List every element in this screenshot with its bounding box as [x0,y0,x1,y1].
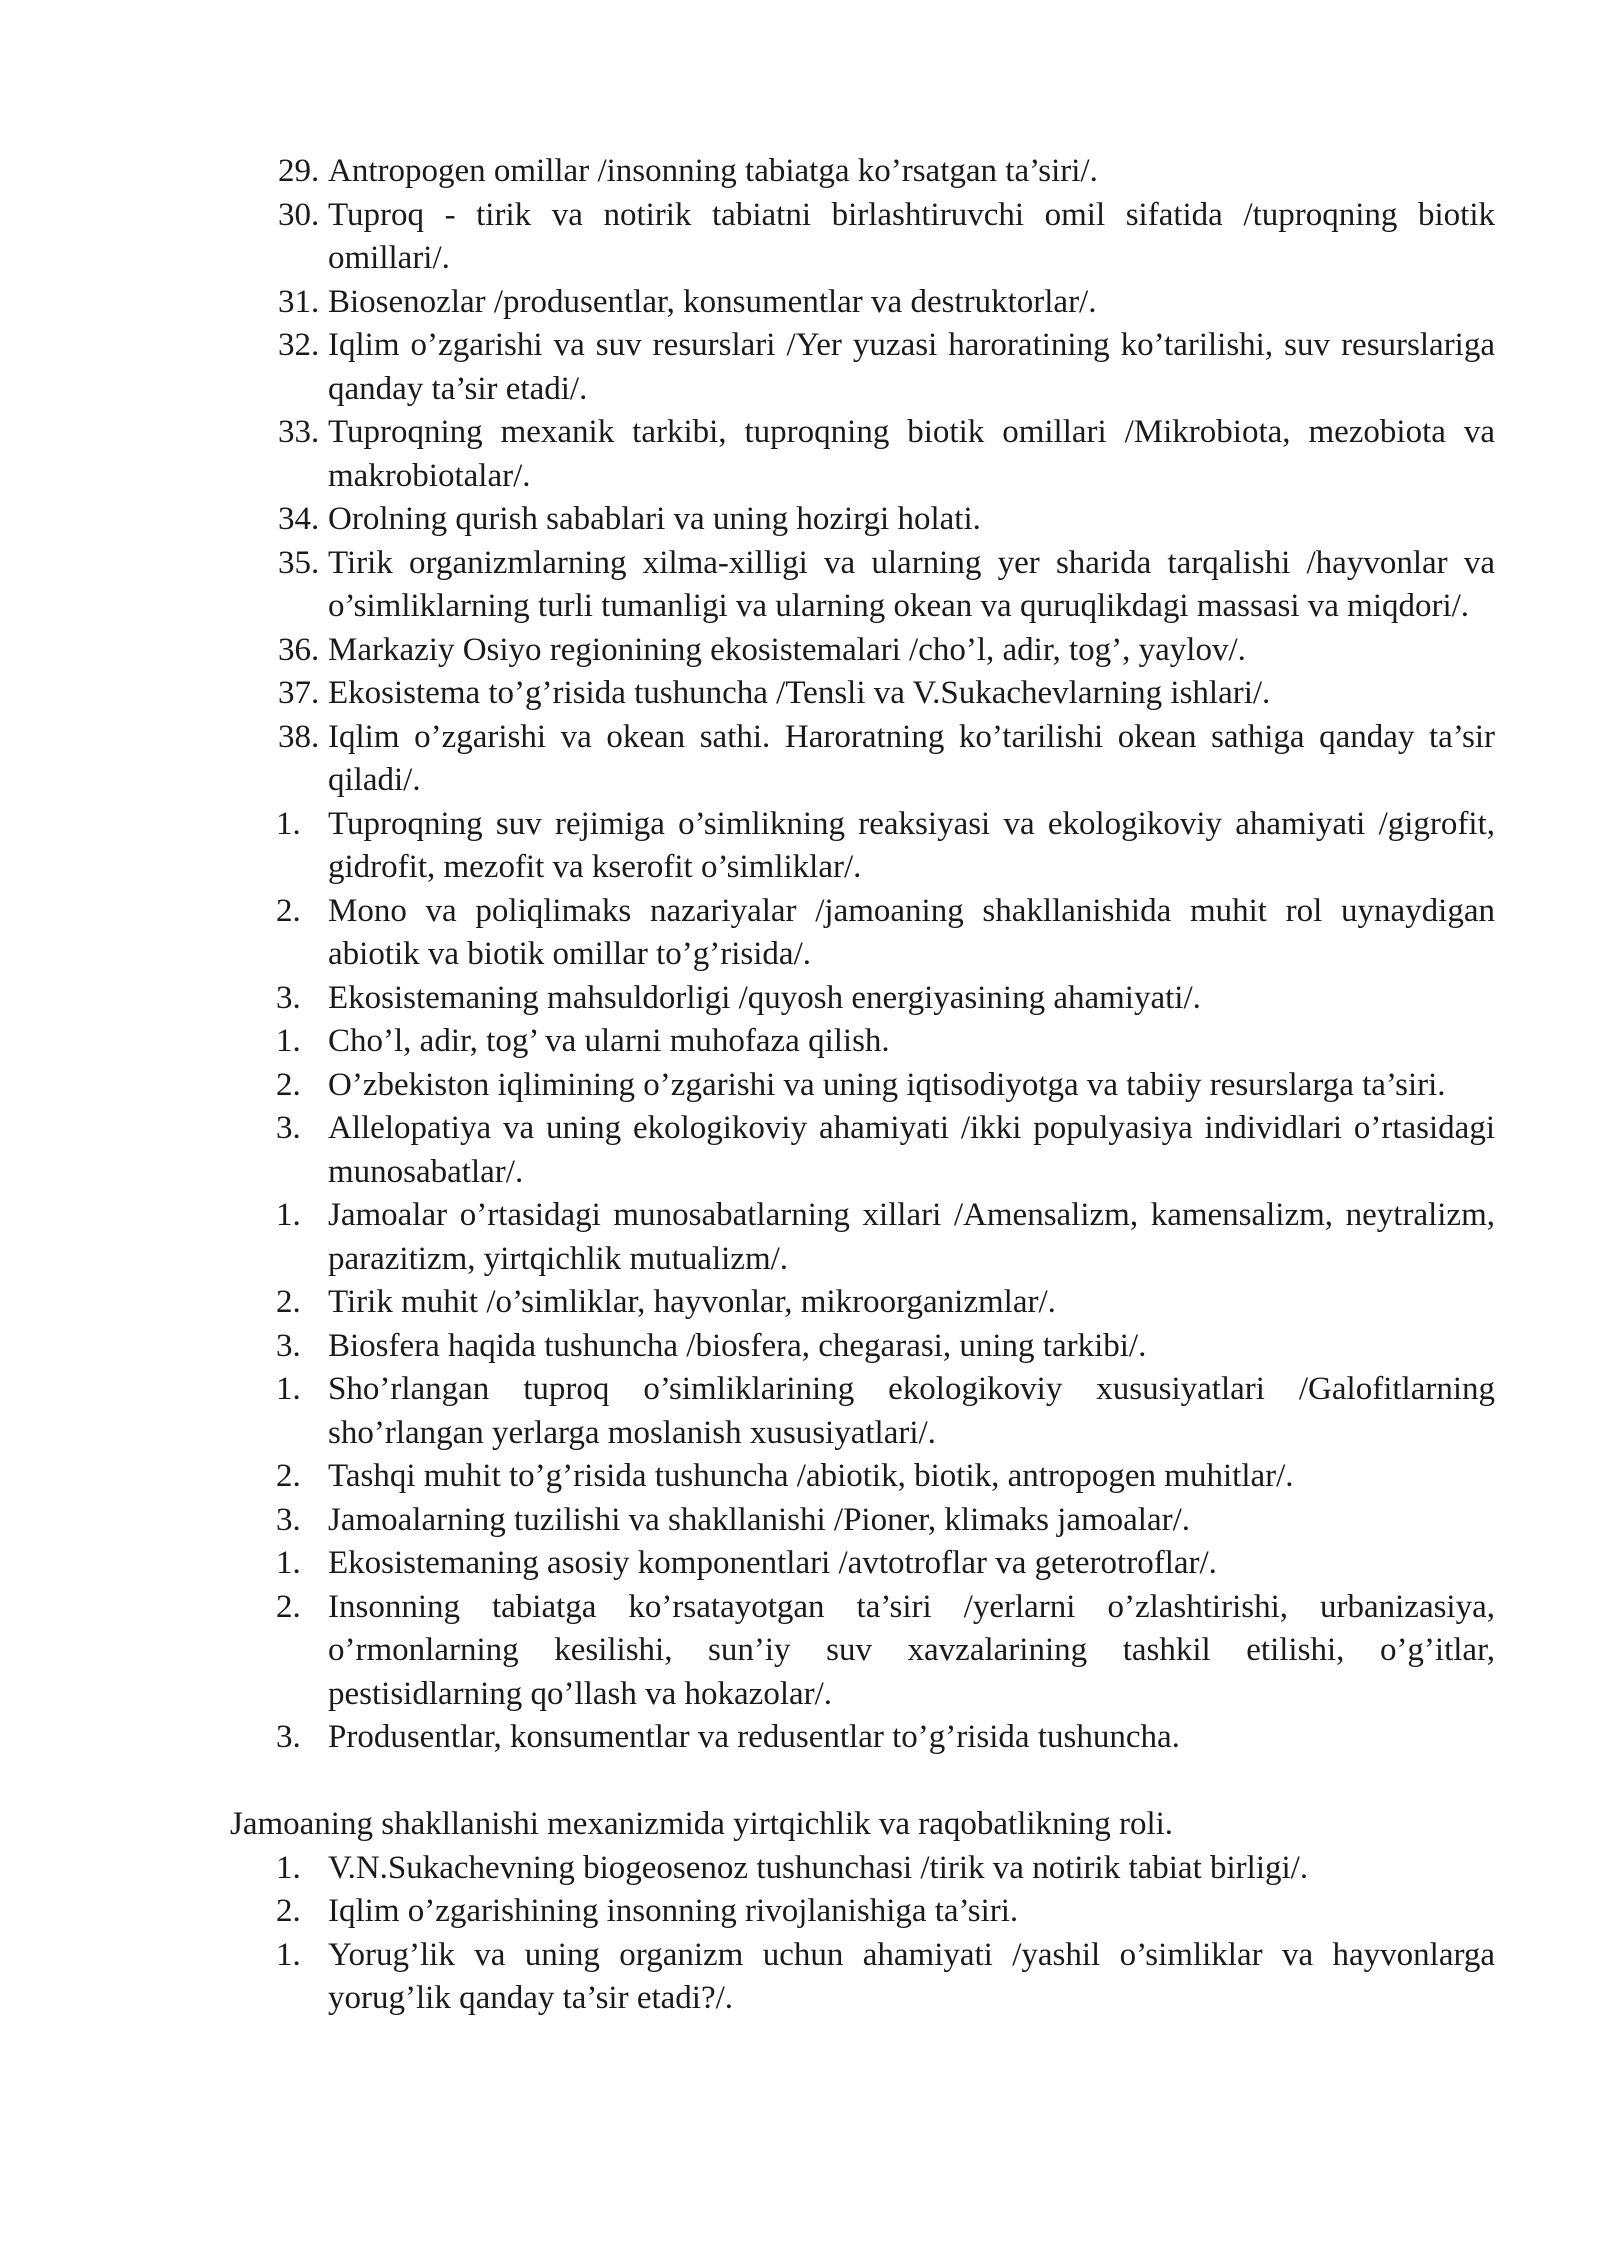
item-text: Produsentlar, konsumentlar va redusentlar to’g’risida tushuncha. [328,1719,1180,1755]
item-text: Allelopatiya va uning ekologikoviy ahamiyati /ikki populyasiya individlari o’rtasidagi munosabatlar/. [328,1110,1495,1190]
list-item [230,716,1495,803]
item-text: Insonning tabiatga ko’rsatayotgan ta’siri /yerlarni o’zlashtirishi, urbanizasiya, o’rmonlarning kesilishi, sun’iy suv xavzalarining tashkil etilishi, o’g’itlar, pestisidlarning qo’llash va hokazolar/. [328,1588,1495,1712]
document-content [230,150,1495,2021]
list-item [230,1847,1495,1891]
list-item [230,194,1495,281]
item-text: V.N.Sukachevning biogeosenoz tushunchasi /tirik va notirik tabiat birligi/. [328,1849,1309,1886]
item-number: 34. [278,501,320,537]
item-text: Sho’rlangan tuproq o’simliklarining ekologikoviy xususiyatlari /Galofitlarning sho’rlangan yerlarga moslanish xususiyatlari/. [328,1371,1495,1451]
list-item [230,542,1495,629]
blank-line [230,1760,1495,1804]
item-number: 1. [276,1936,301,1973]
item-text: Iqlim o’zgarishi va okean sathi. Haroratning ko’tarilishi okean sathiga qanday ta’sir qiladi/. [328,718,1495,798]
list-item [230,1368,1495,1455]
item-text: Antropogen omillar /insonning tabiatga ko’rsatgan ta’siri/. [328,153,1098,189]
item-number: 3. [276,1327,301,1364]
list-item [230,1499,1495,1543]
list-item [230,977,1495,1021]
item-text: Tuproqning mexanik tarkibi, tuproqning biotik omillari /Mikrobiota, mezobiota va makrobiotalar/. [328,414,1495,494]
list-item [230,1586,1495,1717]
item-number: 1. [276,1545,301,1581]
item-text: Orolning qurish sabablari va uning hozirgi holati. [328,501,981,537]
item-text: Iqlim o’zgarishining insonning rivojlanishiga ta’siri. [328,1893,1019,1929]
item-number: 36. [278,631,320,668]
item-number: 1. [276,1197,301,1233]
topic-list-main [230,150,1495,1760]
item-number: 33. [278,414,320,450]
item-text: Tirik organizmlarning xilma-xilligi va ularning yer sharida tarqalishi /hayvonlar va o’simliklarning turli tumanligi va ularning okean va quruqlikdagi massasi va miqdori/. [328,544,1495,624]
item-text: Ekosistemaning asosiy komponentlari /avtotroflar va geterotroflar/. [328,1545,1217,1581]
list-item [230,1455,1495,1499]
item-text: Tuproqning suv rejimiga o’simlikning reaksiyasi va ekologikoviy ahamiyati /gigrofit, gidrofit, mezofit va kserofit o’simliklar/. [328,805,1495,885]
item-number: 30. [278,196,320,233]
item-number: 1. [276,1023,301,1059]
item-text: Biosfera haqida tushuncha /biosfera, chegarasi, uning tarkibi/. [328,1327,1147,1364]
item-number: 29. [278,153,320,189]
item-number: 2. [276,1066,301,1103]
item-number: 32. [278,327,320,363]
item-number: 1. [276,805,301,842]
list-item [230,498,1495,542]
list-item [230,1934,1495,2021]
list-item [230,324,1495,411]
list-item [230,1064,1495,1108]
item-text: Iqlim o’zgarishi va suv resurslari /Yer yuzasi haroratining ko’tarilishi, suv resurslariga qanday ta’sir etadi/. [328,327,1495,407]
item-text: Markaziy Osiyo regionining ekosistemalari /cho’l, adir, tog’, yaylov/. [328,631,1246,668]
list-item [230,150,1495,194]
item-text: Tuproq - tirik va notirik tabiatni birlashtiruvchi omil sifatida /tuproqning biotik omillari/. [328,196,1495,276]
item-text: Tirik muhit /o’simliklar, hayvonlar, mikroorganizmlar/. [328,1284,1056,1320]
item-number: 38. [278,718,320,755]
list-item [230,890,1495,977]
item-number: 3. [276,1110,301,1146]
item-text: Cho’l, adir, tog’ va ularni muhofaza qilish. [328,1023,890,1059]
list-item [230,1107,1495,1194]
item-number: 2. [276,1893,301,1929]
list-item [230,411,1495,498]
item-number: 37. [278,675,320,711]
item-number: 1. [276,1849,301,1886]
item-number: 35. [278,544,320,581]
item-text: Tashqi muhit to’g’risida tushuncha /abiotik, biotik, antropogen muhitlar/. [328,1458,1294,1494]
list-item [230,1325,1495,1369]
list-item [230,1716,1495,1760]
item-text: Jamoalarning tuzilishi va shakllanishi /Pioner, klimaks jamoalar/. [328,1501,1191,1538]
list-item [230,1194,1495,1281]
list-item [230,672,1495,716]
item-number: 2. [276,1284,301,1320]
item-number: 2. [276,1588,301,1625]
item-number: 1. [276,1371,301,1407]
list-item [230,629,1495,673]
item-number: 3. [276,1719,301,1755]
item-text: O’zbekiston iqlimining o’zgarishi va uning iqtisodiyotga va tabiiy resurslarga ta’siri. [328,1066,1446,1103]
section-heading: Jamoaning shakllanishi mexanizmida yirtqichlik va raqobatlikning roli. [230,1806,1174,1842]
topic-list-secondary [230,1847,1495,2021]
item-number: 31. [278,283,320,320]
item-number: 3. [276,979,301,1016]
list-item [230,281,1495,325]
list-item [230,1020,1495,1064]
list-item [230,1542,1495,1586]
list-item [230,803,1495,890]
item-text: Biosenozlar /produsentlar, konsumentlar va destruktorlar/. [328,283,1097,320]
item-text: Ekosistema to’g’risida tushuncha /Tensli va V.Sukachevlarning ishlari/. [328,675,1271,711]
item-number: 2. [276,1458,301,1494]
list-item [230,1890,1495,1934]
item-text: Ekosistemaning mahsuldorligi /quyosh energiyasining ahamiyati/. [328,979,1201,1016]
item-text: Jamoalar o’rtasidagi munosabatlarning xillari /Amensalizm, kamensalizm, neytralizm, parazitizm, yirtqichlik mutualizm/. [328,1197,1495,1277]
list-item [230,1281,1495,1325]
item-number: 3. [276,1501,301,1538]
item-number: 2. [276,892,301,929]
item-text: Yorug’lik va uning organizm uchun ahamiyati /yashil o’simliklar va hayvonlarga yorug’lik qanday ta’sir etadi?/. [328,1936,1495,2016]
item-text: Mono va poliqlimaks nazariyalar /jamoaning shakllanishida muhit rol uynaydigan abiotik va biotik omillar to’g’risida/. [328,892,1495,972]
